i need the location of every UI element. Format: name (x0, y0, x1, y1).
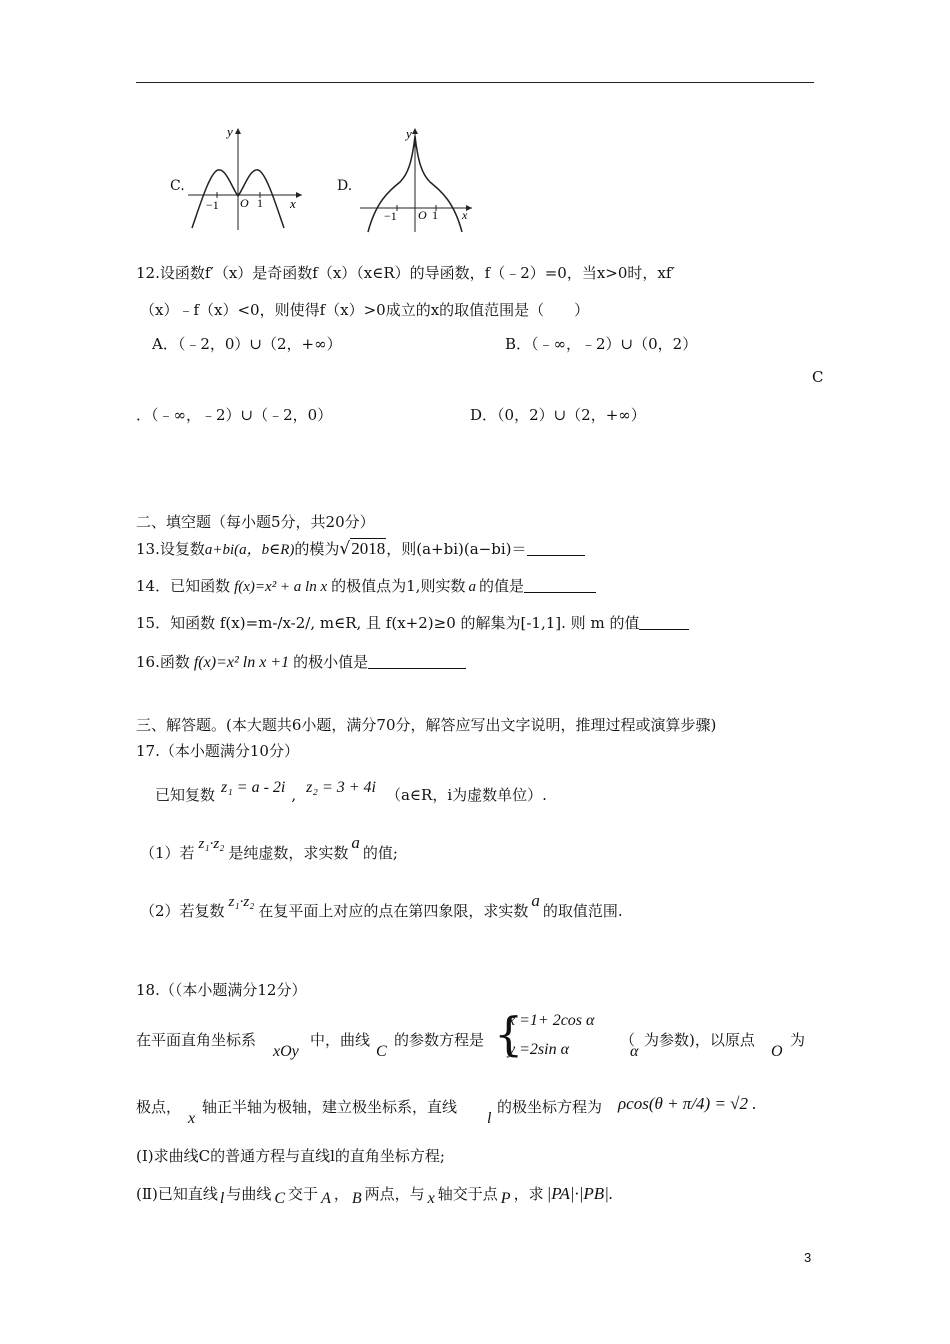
figure-c-tick-pos: 1 (257, 196, 263, 210)
q18-p2-f: 两点，与 (364, 1185, 425, 1203)
q13-mid: 的模为 (294, 540, 340, 558)
figure-c-tick-neg: −1 (206, 198, 219, 212)
q14-var: a (468, 579, 476, 595)
q12-option-a: A．（﹣2，0）∪（2，+∞） (152, 335, 342, 353)
q18-l1-f: 为 (790, 1031, 806, 1049)
q17-comma: , (291, 786, 297, 804)
q18-l1-c: C (376, 1043, 387, 1060)
q12-line2: （x）﹣f（x）<0，则使得f（x）>0成立的x的取值范围是（ ） (140, 301, 590, 319)
q13-expr: a+bi(a，b∈R) (204, 542, 295, 558)
q13-prefix: 13.设复数 (136, 540, 205, 558)
q18-l2-l: l (487, 1110, 492, 1127)
q12-option-c-letter: C (812, 368, 824, 386)
q18-p2-e: ， (333, 1185, 349, 1203)
figure-c-y-label: y (227, 124, 233, 139)
q14-prefix: 14．已知函数 (136, 577, 231, 595)
q16-tail: 的极小值是 (293, 653, 369, 671)
figure-c-graph (180, 120, 310, 232)
q18-title: 18.（（本小题满分12分） (136, 981, 307, 999)
q17-part2-end: 的取值范围. (542, 902, 623, 920)
figure-d-y-label: y (406, 126, 412, 141)
q18-l2-x: x (188, 1110, 196, 1127)
q14-func: f(x)=x² + a ln x (234, 579, 328, 595)
q12-option-c: ．（﹣∞，﹣2）∪（﹣2，0） (136, 406, 333, 424)
q18-part2 (136, 1183, 614, 1207)
q18-p2-P: P (500, 1190, 511, 1207)
q18-p2-a: (Ⅱ)已知直线 (136, 1185, 218, 1203)
q18-paren: （ (620, 1031, 636, 1049)
q16-prefix: 16.函数 (136, 653, 190, 671)
q14-answer-blank[interactable] (524, 578, 596, 593)
q18-l2-c: 的极坐标方程为 (497, 1098, 603, 1116)
q18-l1-b: 中，曲线 (310, 1031, 371, 1049)
section2-heading: 二、填空题（每小题5分，共20分） (136, 513, 375, 531)
q18-p2-g: 轴交于点 (437, 1185, 498, 1203)
q18-p2-h: ，求 (513, 1185, 544, 1203)
q17-z1: z₁ = a - 2i (221, 779, 286, 796)
q18-l1-a: 在平面直角坐标系 (136, 1031, 257, 1049)
q17-cond: （a∈R，i为虚数单位）. (385, 786, 547, 804)
q13 (136, 538, 585, 559)
q18-l1-alpha: α (630, 1043, 639, 1060)
section3-heading: 三、解答题。(本大题共6小题，满分70分，解答应写出文字说明，推理过程或演算步骤) (136, 716, 717, 734)
q17-title: 17.（本小题满分10分） (136, 742, 299, 760)
figure-d-tick-neg: −1 (384, 209, 397, 223)
figure-c-label: C. (170, 178, 185, 194)
q18-p2-l: l (219, 1190, 225, 1207)
q13-tail: ，则(a+bi)(a−bi)＝ (386, 540, 527, 558)
q16-answer-blank[interactable] (368, 654, 466, 669)
q17-part1-end: 的值; (362, 844, 398, 862)
q12-option-b: B．（﹣∞，﹣2）∪（0，2） (505, 335, 698, 353)
q17-part2-prefix: （2）若复数 (140, 902, 225, 920)
q17-part1-tail: 是纯虚数，求实数 (228, 844, 349, 862)
figure-d-origin: O (418, 208, 427, 222)
q18-l1-o: O (771, 1043, 783, 1060)
q18-polar: ρcos(θ + π/4) = √2 . (618, 1094, 757, 1113)
page-number: 3 (804, 1250, 812, 1265)
q15-text: 15．知函数 f(x)=m-/x-2/, m∈R, 且 f(x+2)≥0 的解集为[-1,1]. 则 m 的值 (136, 614, 640, 632)
q17-given-prefix: 已知复数 (155, 786, 216, 804)
q18-brace: { (494, 1007, 524, 1061)
q18-p2-B: B (351, 1190, 362, 1207)
q18-part1: (Ⅰ)求曲线C的普通方程与直线l的直角坐标方程; (136, 1147, 445, 1165)
q15 (136, 612, 689, 633)
q13-sqrt: √ (339, 539, 351, 559)
q12-line1: 12.设函数f′（x）是奇函数f（x）（x∈R）的导函数，f（﹣2）=0，当x>0时，xf′ (136, 264, 675, 282)
q18-l2-b: 轴正半轴为极轴，建立极坐标系，直线 (202, 1098, 458, 1116)
q13-answer-blank[interactable] (527, 541, 585, 556)
q18-p2-x: x (427, 1190, 435, 1207)
q15-answer-blank[interactable] (639, 615, 689, 630)
header-rule (136, 82, 814, 83)
q17-part2-var: a (531, 891, 540, 910)
q17-part1-prefix: （1）若 (140, 844, 195, 862)
q14 (136, 575, 596, 596)
q14-tail2: 的值是 (478, 577, 524, 595)
figure-d-graph (352, 122, 482, 234)
q17-part2 (140, 890, 623, 920)
q18-l2-a: 极点， (136, 1098, 182, 1116)
q17-part1-expr: z₁·z₂ (198, 836, 225, 852)
q17-part2-tail: 在复平面上对应的点在第四象限，求实数 (258, 902, 529, 920)
q16 (136, 651, 466, 672)
figure-d-x-label: x (462, 208, 468, 222)
q18-eq2: y =2sin α (508, 1041, 569, 1058)
q18-p2-b: 与曲线 (226, 1185, 272, 1203)
q18-p2-A: A (321, 1190, 331, 1207)
figure-d-label: D. (337, 178, 353, 194)
q18-eq1: x =1+ 2cos α (508, 1012, 595, 1029)
figure-c-x-label: x (290, 196, 296, 211)
q17-z2: z₂ = 3 + 4i (306, 779, 376, 796)
q18-l1-xoy: xOy (273, 1043, 299, 1060)
q18-p2-d: 交于 (288, 1185, 319, 1203)
q16-func: f(x)=x² ln x +1 (193, 654, 290, 671)
q18-l1-d: 的参数方程是 (394, 1031, 485, 1049)
q18-l1-e: 为参数)，以原点 (644, 1031, 755, 1049)
q17-part2-expr: z₁·z₂ (228, 894, 255, 910)
q17-part1 (140, 832, 398, 862)
q17-given (155, 776, 547, 804)
q12-option-d: D．（0，2）∪（2，+∞） (470, 406, 646, 424)
figure-d-tick-pos: 1 (432, 208, 438, 222)
q18-p2-c: C (274, 1190, 286, 1207)
q13-radicand: 2018 (351, 539, 386, 558)
figure-c-origin: O (240, 196, 249, 210)
q18-p2-expr: |PA|·|PB|. (546, 1184, 614, 1203)
q17-part1-var: a (351, 833, 360, 852)
q14-tail1: 的极值点为1,则实数 (331, 577, 466, 595)
